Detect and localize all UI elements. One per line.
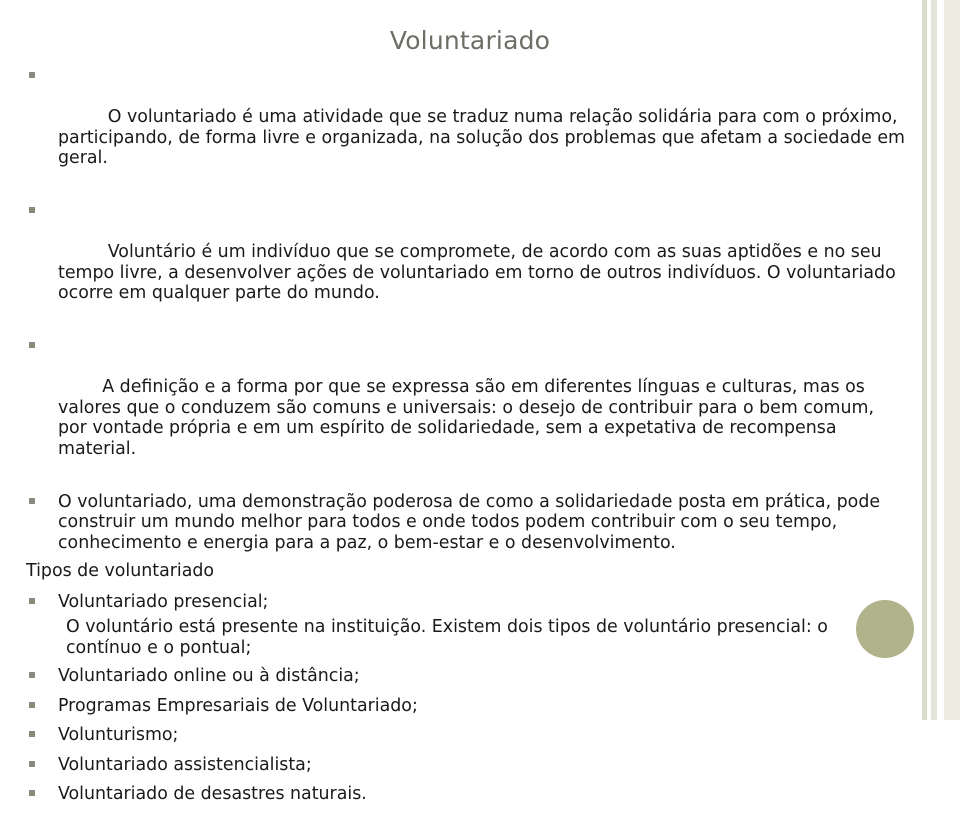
paragraph-item: [26, 66, 911, 189]
paragraph-text: A definição e a forma por que se expressa são em diferentes línguas e culturas, mas os valores que o conduzem são comuns e universais: o desejo de contribuir para o bem comum, por vontade própria e em um espírito de solidariedade, sem a expetativa de recompensa material.: [58, 377, 880, 459]
type-label: Programas Empresariais de Voluntariado;: [58, 695, 418, 716]
square-bullet-icon: [29, 207, 35, 213]
type-item: [26, 784, 906, 805]
type-label: Voluntariado presencial;: [58, 591, 269, 612]
paragraph-text: O voluntariado é uma atividade que se traduz numa relação solidária para com o próximo, participando, de forma livre e organizada, na solução dos problemas que afetam a sociedade em geral.: [58, 107, 911, 168]
paragraph-text: O voluntariado, uma demonstração poderosa de como a solidariedade posta em prática, pode construir um mundo melhor para todos e onde todos podem contribuir com o seu tempo, conhecimento e energia para a paz, o bem-estar e o desenvolvimento.: [58, 491, 881, 553]
square-bullet-icon: [29, 702, 35, 708]
types-list: [26, 592, 906, 805]
paragraph-text: Voluntário é um indivíduo que se compromete, de acordo com as suas aptidões e no seu tempo livre, a desenvolver ações de voluntariado em torno de outros indivíduos. O voluntariado ocorre em qualquer parte do mundo.: [58, 242, 902, 303]
square-bullet-icon: [29, 342, 35, 348]
type-item: [26, 666, 906, 687]
type-label: Voluntariado de desastres naturais.: [58, 784, 367, 804]
square-bullet-icon: [29, 72, 35, 78]
right-edge-stripe: [922, 0, 927, 720]
decorative-circle-icon: [856, 600, 914, 658]
type-item: [26, 696, 906, 717]
slide-title: Voluntariado: [389, 26, 551, 55]
type-item: [26, 755, 906, 776]
right-edge-stripe: [931, 0, 937, 720]
type-item: [26, 725, 906, 746]
right-edge-stripe: [944, 0, 960, 720]
square-bullet-icon: [29, 761, 35, 767]
paragraph-item: [26, 201, 906, 324]
square-bullet-icon: [29, 790, 35, 796]
type-label: Voluntariado online ou à distância;: [58, 666, 360, 686]
square-bullet-icon: [29, 498, 35, 504]
type-item: [26, 592, 906, 613]
presencial-description: O voluntário está presente na instituição. Existem dois tipos de voluntário presencial: o contínuo e o pontual;: [66, 617, 828, 658]
square-bullet-icon: [29, 672, 35, 678]
slide-content: [26, 66, 911, 814]
square-bullet-icon: [29, 731, 35, 737]
type-label: Volunturismo;: [58, 725, 179, 745]
types-heading: Tipos de voluntariado: [26, 561, 215, 581]
paragraph-item: [26, 336, 906, 480]
type-label: Voluntariado assistencialista;: [58, 754, 312, 775]
square-bullet-icon: [29, 598, 35, 604]
paragraph-item: [26, 492, 906, 554]
